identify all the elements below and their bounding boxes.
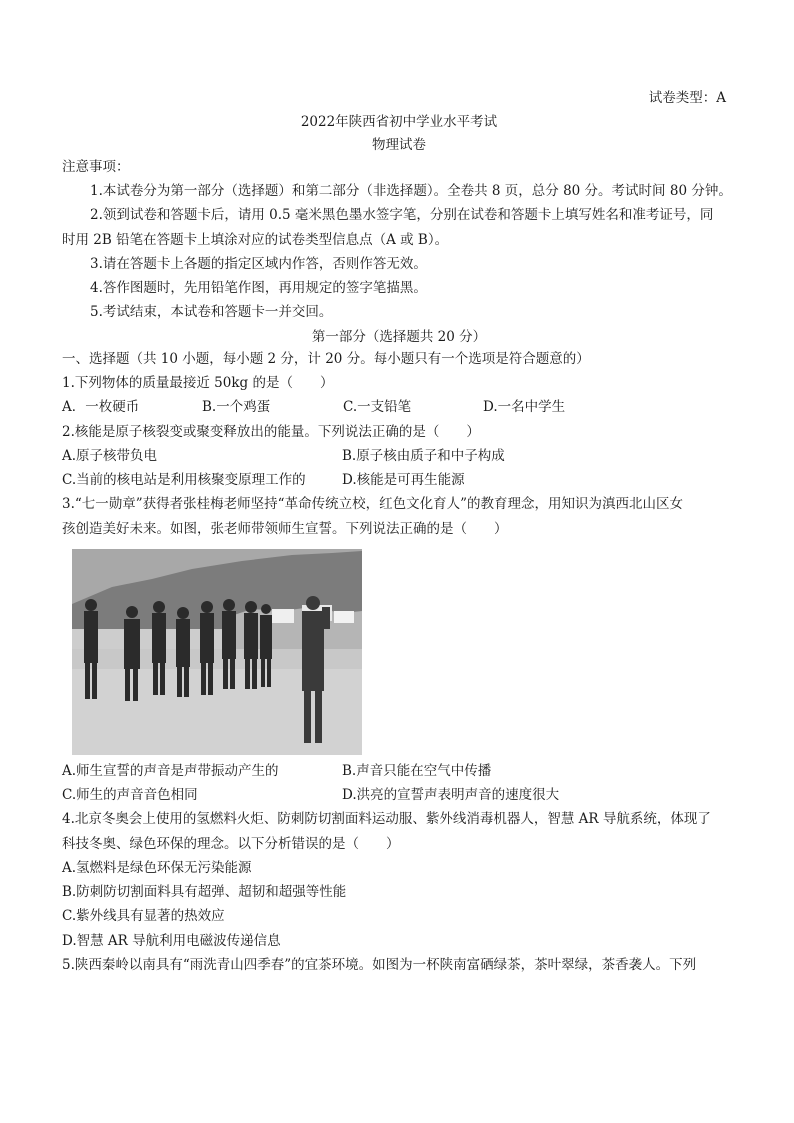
question-4-stem-cont: 科技冬奥、绿色环保的理念。以下分析错误的是（ ） <box>62 835 400 852</box>
question-5-stem: 5.陕西秦岭以南具有“雨洗青山四季春”的宜茶环境。如图为一杯陕南富硒绿茶，茶叶翠绿，茶香袭人。下列 <box>62 956 697 973</box>
option-b: B.防刺防切割面料具有超弹、超韧和超强等性能 <box>62 884 347 900</box>
question-3-stem-cont: 孩创造美好未来。如图，张老师带领师生宣誓。下列说法正确的是（ ） <box>62 520 508 537</box>
option-c: C.师生的声音音色相同 <box>62 787 198 803</box>
question-3-options-row2 <box>62 785 736 805</box>
question-2-options-row2 <box>62 470 736 490</box>
option-c: C.一支铅笔 <box>343 399 412 416</box>
part1-heading: 第一部分（选择题共 20 分） <box>311 328 487 345</box>
paper-type-label: 试卷类型：A <box>648 90 726 106</box>
note-item: 3.请在答题卡上各题的指定区域内作答，否则作答无效。 <box>90 255 427 272</box>
note-item: 1.本试卷分为第一部分（选择题）和第二部分（非选择题）。全卷共 8 页，总分 80 分。考试时间 80 分钟。 <box>90 183 732 199</box>
question-1-options <box>62 397 736 417</box>
option-d: D.洪亮的宣誓声表明声音的速度很大 <box>342 787 560 803</box>
question-4-stem: 4.北京冬奥会上使用的氢燃料火炬、防刺防切割面料运动服、紫外线消毒机器人，智慧 AR 导航系统，体现了 <box>62 811 711 828</box>
option-b: B.声音只能在空气中传播 <box>342 762 492 779</box>
option-a: A.原子核带负电 <box>62 447 158 464</box>
option-d: D.智慧 AR 导航利用电磁波传递信息 <box>62 932 281 949</box>
exam-subtitle: 物理试卷 <box>372 136 426 153</box>
option-d: D.一名中学生 <box>483 399 566 416</box>
option-a: A．一枚硬币 <box>62 399 140 416</box>
section-heading: 一、选择题（共 10 小题，每小题 2 分，计 20 分。每小题只有一个选项是符合题意的） <box>62 350 590 367</box>
question-2-stem: 2.核能是原子核裂变或聚变释放出的能量。下列说法正确的是（ ） <box>62 423 480 440</box>
note-item: 5.考试结束，本试卷和答题卡一并交回。 <box>90 304 333 321</box>
note-item: 2.领到试卷和答题卡后，请用 0.5 毫米黑色墨水签字笔，分别在试卷和答题卡上填写姓名和准考证号，同 <box>90 207 714 224</box>
option-a: A.师生宣誓的声音是声带振动产生的 <box>62 762 279 779</box>
question-3-stem: 3.“七一勋章”获得者张桂梅老师坚持“革命传统立校，红色文化育人”的教育理念，用知识为滇西北山区女 <box>62 496 683 513</box>
question-1-stem: 1.下列物体的质量最接近 50kg 的是（ ） <box>62 375 334 391</box>
option-d: D.核能是可再生能源 <box>342 472 465 488</box>
option-c: C.紫外线具有显著的热效应 <box>62 908 225 925</box>
notes-heading: 注意事项： <box>62 158 130 175</box>
option-b: B.原子核由质子和中子构成 <box>342 447 505 464</box>
question-3-options-row1 <box>62 761 736 781</box>
option-a: A.氢燃料是绿色环保无污染能源 <box>62 859 252 876</box>
question-2-options-row1 <box>62 446 736 466</box>
exam-title: 2022年陕西省初中学业水平考试 <box>300 114 498 131</box>
note-item: 4.答作图题时，先用铅笔作图，再用规定的签字笔描黑。 <box>90 280 427 296</box>
oath-ceremony-photo <box>72 549 362 755</box>
option-b: B.一个鸡蛋 <box>202 399 271 416</box>
note-item: 时用 2B 铅笔在答题卡上填涂对应的试卷类型信息点（A 或 B）。 <box>62 231 449 248</box>
option-c: C.当前的核电站是利用核聚变原理工作的 <box>62 472 306 488</box>
